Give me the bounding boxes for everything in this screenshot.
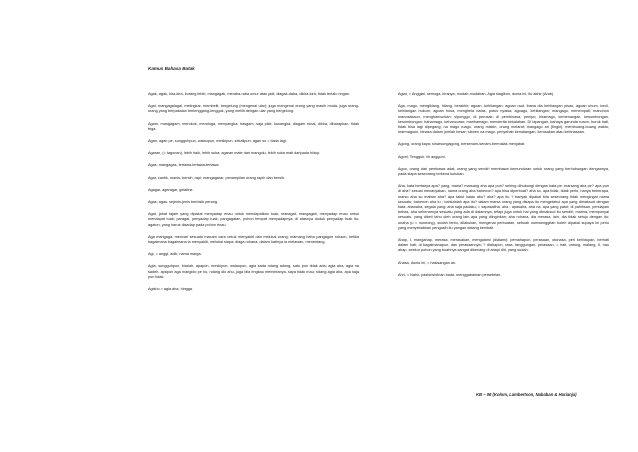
dictionary-entry: Agat, jahat tajam yang dipakai menyadap enau untuk mendapatkan tuak; managat, mangagati, menyadap enau untuk mendapat tuak; paragat, penyadap tuak; pangagatan, pohon tempat menyadapnya; di atasnya duduk penyadap tuak itu; agaton, yang harus disadap pada pohon enau.	[148, 212, 359, 227]
dictionary-entry: Agiat, = Anggiat, semoga, kiranya, mudah-mudahan, Agia siagikon, dunia ini, itu akhir (Arab).	[398, 92, 555, 96]
dictionary-entry: Agoo, orang dari pembawa adat, orang yang sendiri membawa kemunduran untuk orang yang berhubungan dengannya, pada siapa seseorang terkena kutukan.	[398, 166, 609, 177]
dictionary-entry: Agal, mangagalagal, melingkar, membelit, bergelung (mengenai ular); juga mengenai orang yang masih muda, juga orang-orang yang berpakaian berlenggang-lenggok, yang melilit dengan ular yang bergelung.	[148, 104, 359, 114]
dictionary-entry: Agak, agak, kira-kira, kurang lebih; mangagak, meraba-raba umur atau jadi; diagak-daba, dikira-kira, tidak terlalu ringan.	[148, 92, 350, 96]
dictionary-entry: Aga, mago, mengiklang, hilang, berakhir; agoan, kehilangan; agoan raut, ibana dia kehilangan pisau; agoan uhum, kecil, kehilangan hukum; agoan hosa, menghela nafas, putus nyawa; agoago, kehilangan; mangago, menempati; manohon manosakaon, menghancurkan; siponggo, di perusak; di pembinasa, penipu; hiramago, kemenangan, kesombongan, kesombongan; hahamago, kehancuran; marihamago, menderita kekalahan. Di lapangan, bahaya garunda ruaon, buruk hati, tidak bisa lagi dipegang; na mago ruago, orang miskin, orang melarat; mangago ari (tingki), membuang-buang waktu; marmagoon, binasa dalam jumlah besar; siboen na mago, penyebab kemalangan, kerusakan atau kebinasaan.	[398, 104, 609, 135]
left-column	[148, 92, 359, 299]
dictionary-entry: Agagar, agaragar, gelatine.	[148, 187, 194, 192]
dictionary-entry: Agisho = agia aha, hingga.	[148, 287, 194, 292]
dictionary-entry: Agong, orang kaya; sinarsongagong, bersenam-senam-bermalas menjabat.	[398, 142, 526, 147]
page-footer: KB – 06 (Kolom, Lambertson, Nababan & Harianja)	[476, 392, 577, 397]
document-title: Kamus Bahasa Batak	[148, 66, 195, 71]
right-column	[398, 92, 609, 285]
dictionary-entry: Agas, mangagas, tertawa-tertawa-tertawa.	[148, 163, 220, 168]
dictionary-entry: Agar, cantik, manis, bersih, rapi; mangagarar, penampilan orang rapih dan bersih.	[148, 175, 286, 180]
dictionary-entry: Agan, agan pe, sungguhpun, walaupun, meskipun, sekalipun; agan so = tiada lagi.	[148, 139, 287, 144]
dictionary-entry: Agi, = anggi, adik, nama marga.	[148, 252, 202, 257]
dictionary-entry: Aha, kata bertanya apa? yang, mana? marsang aha apa pun? seiring dihubungi dengan kata-pe: marsang aha pe? apa pun di aha? sesuai menanyakan, nama orang aha bahenon? apa bisa diperbuat? aha so, apa tidak, tidak perlu, hanya beberapa, marso aha so mabiar aha? apa takut kalau aku? aha? apa itu ? banyak dipakai bila seseorang tidak mengingat nama sesuatu; bahenon aha tu ; bahkanlah apa itu? dalam marsa orang yang disapa itu mengetahui apa yang dimaksud dengan kata; ahanaha, segala yang; aha saja padaku; = sapasatiha, aha ; apasaha, aha na, apa yang patut; di pahihsan, persiapan bebas, aha sebenarnya sesuatu yang ada di dalamnya, tetapi juga untuk hal yang dimaksud itu sendiri; marina, mempunyai sesuatu, yang dibeli tahu oleh orang lain apa yang diinginkan; aha rohana, dia merasa, lain, dia tidak setuju dengan itu; unaha (u = nuneong), sudah tentu, dilakukan, mengenai perbuatan, sebuah numwenggitah boleh dipakai supaya ini perlu yang menyebabkan pengasih itu yangan datang kembali.	[398, 184, 609, 230]
dictionary-entry: Agam, mangagam, merokok, menduga, menyangka; hasgam, saja pikir, kusangka; diagam rohai, dikira, diharapkan, tidak tega.	[148, 121, 359, 131]
dictionary-entry: Ahri, = Nahir, pashirishitnan bada, menggabarkan persetelan.	[398, 272, 502, 277]
dictionary-entry: Ahap, I, mangahap, merasa, merasakan, mengalami (dialami): pemahapon, perasaan, otonasa, peri kehidupan, berhati dalam hati; di bagaimanapun, dan perasaannya; ? diahapon, rasa, tanggungan, perasaan, = hati, untung, malang, II, hau ahap, seekor pohon yang buahnya sangat dikenang di ahapi diri, yang sudah.	[398, 238, 609, 253]
dictionary-entry: Agaran, (= tagonan), lebih baik, lebih suka; agaran mate dari mangolu, lebih suka mati daripada hidup.	[148, 151, 321, 156]
dictionary-entry: Ahasa, dunia ini, = hasisangan an.	[398, 260, 457, 265]
dictionary-entry: Agoni, Tengguk, lih anggoni.	[398, 154, 446, 159]
dictionary-entry: Aga mangaga, mencari sesuatu macam cara untuk menyakiti dan melukai orang; mamang baho pangagoe rohaon, ketika bagaimana bagaimana ia menyakiti, melukai siapa; diaga rohana, dalam hatinya ia melawan, menentang.	[148, 234, 359, 245]
dictionary-entry: Agas, agas, sejenis-jenis berbisik perang.	[148, 200, 219, 205]
dictionary-entry: Agia, sungguhpun, biarlah, apapun, meskipun, walaupun, agia sada ndang adong, satu pun tidak ada; agia aha, agia na sadeh, apapun aga mangido pe ho, ndang dio ahu, juga bila engkau memintanya, saya tidak mau; ndang agia aha, apa saja pun tidak.	[148, 264, 359, 279]
